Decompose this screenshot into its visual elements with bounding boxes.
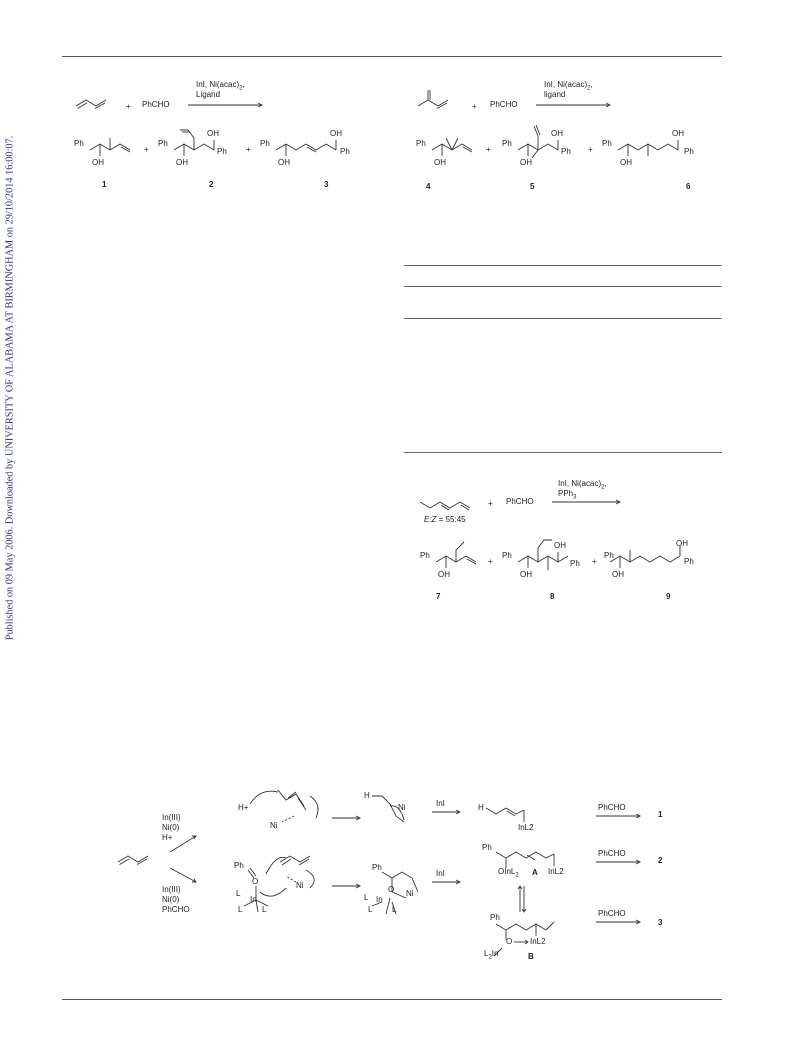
plus-sign: + (486, 145, 491, 154)
indium-ligand-label: $L_2In$ (484, 949, 499, 961)
hydroxyl-label: OH (676, 539, 688, 548)
reagent-conditions: InI, $Ni(acac)_2$, (196, 80, 245, 92)
phenyl-label: Ph (684, 147, 694, 156)
ligand-label: L (236, 889, 241, 898)
hydrogen-label: H (478, 803, 484, 812)
phenyl-label: Ph (416, 139, 426, 148)
compound-number: 1 (658, 810, 663, 819)
condition-line: Ni(0) (162, 895, 180, 904)
condition-line: H+ (162, 833, 173, 842)
download-sidebar (2, 128, 18, 648)
reagent-phcho: PhCHO (598, 909, 626, 918)
table-body-rule (404, 318, 722, 319)
indium-label: In (376, 895, 383, 904)
indium-iodide-label: InI (436, 869, 445, 878)
nickel-label: Ni (406, 889, 414, 898)
nickel-label: Ni (398, 803, 406, 812)
compound-number: 1 (102, 180, 107, 189)
phenyl-label: Ph (217, 147, 227, 156)
reagent-phcho: PhCHO (506, 497, 534, 506)
phenyl-label: Ph (158, 139, 168, 148)
nickel-label: Ni (296, 881, 304, 890)
reagent-phcho: PhCHO (598, 849, 626, 858)
plus-sign: + (126, 102, 131, 111)
plus-sign: + (472, 102, 477, 111)
indium-alkoxide-label: OInL$_2$ (498, 867, 519, 879)
phenyl-label: Ph (340, 147, 350, 156)
intermediate-label-a: A (532, 868, 538, 877)
hydroxyl-label: OH (330, 129, 342, 138)
hydroxyl-label: OH (434, 158, 446, 167)
phenyl-label: Ph (502, 551, 512, 560)
hydroxyl-label: OH (438, 570, 450, 579)
hydroxyl-label: OH (520, 570, 532, 579)
plus-sign: + (488, 499, 493, 508)
plus-sign: + (144, 145, 149, 154)
hydroxyl-label: OH (278, 158, 290, 167)
oxygen-label: O (388, 885, 395, 894)
condition-line: In(III) (162, 813, 181, 822)
indium-label: In (250, 895, 257, 904)
ligand-label: L (392, 905, 397, 914)
phenyl-label: Ph (74, 139, 84, 148)
condition-line: PhCHO (162, 905, 190, 914)
hydroxyl-label: OH (554, 541, 566, 550)
hydroxyl-label: OH (92, 158, 104, 167)
phenyl-label: Ph (482, 843, 492, 852)
compound-number: 3 (658, 918, 663, 927)
plus-sign: + (246, 145, 251, 154)
phenyl-label: Ph (490, 913, 500, 922)
compound-number: 5 (530, 182, 535, 191)
scheme-butadiene (62, 70, 382, 200)
reagent-ligand: ligand (544, 90, 566, 99)
plus-sign: + (488, 557, 493, 566)
phenyl-label: Ph (372, 863, 382, 872)
scheme-isoprene (404, 70, 724, 200)
reagent-ligand: Ligand (196, 90, 221, 99)
hydroxyl-label: OH (620, 158, 632, 167)
ligand-label: L (262, 905, 267, 914)
reagent-phcho: PhCHO (142, 100, 170, 109)
table-header-rule (404, 286, 722, 287)
plus-sign: + (592, 557, 597, 566)
download-notice: Published on 09 May 2006. Downloaded by UNIVERSITY OF ALABAMA AT BIRMINGHAM on 29/10/2014 16:00:07. (4, 135, 16, 641)
reagent-phcho: PhCHO (490, 100, 518, 109)
indium-iodide-label: InI (436, 799, 445, 808)
hydroxyl-label: OH (176, 158, 188, 167)
phenyl-label: Ph (234, 861, 244, 870)
phenyl-label: Ph (570, 559, 580, 568)
phenyl-label: Ph (602, 139, 612, 148)
compound-number: 9 (666, 592, 671, 601)
footer-rule (62, 999, 722, 1000)
phenyl-label: Ph (604, 551, 614, 560)
proton-label: H+ (238, 803, 249, 812)
hydroxyl-label: OH (551, 129, 563, 138)
nickel-label: Ni (270, 821, 278, 830)
reagent-ligand: PPh$_3$ (558, 489, 577, 501)
phenyl-label: Ph (260, 139, 270, 148)
indium-ligand-label: InL2 (530, 937, 546, 946)
phenyl-label: Ph (561, 147, 571, 156)
ligand-label: L (238, 905, 243, 914)
hydrogen-label: H (364, 791, 370, 800)
compound-number: 2 (658, 856, 663, 865)
oxygen-label: O (252, 877, 259, 886)
condition-line: In(III) (162, 885, 181, 894)
compound-number: 8 (550, 592, 555, 601)
oxygen-label: O (506, 937, 513, 946)
table-top-rule (404, 265, 722, 266)
ligand-label: L (368, 905, 373, 914)
hydroxyl-label: OH (612, 570, 624, 579)
plus-sign: + (588, 145, 593, 154)
compound-number: 2 (209, 180, 214, 189)
isomer-ratio: E:Z = 55:45 (424, 515, 466, 524)
header-rule (62, 56, 722, 57)
hydroxyl-label: OH (207, 129, 219, 138)
indium-ligand-label: InL2 (548, 867, 564, 876)
compound-number: 6 (686, 182, 691, 191)
reagent-conditions: InI, $Ni(acac)_2$, (544, 80, 593, 92)
condition-line: Ni(0) (162, 823, 180, 832)
intermediate-label-b: B (528, 952, 534, 961)
hydroxyl-label: OH (672, 129, 684, 138)
ligand-label: L (364, 893, 369, 902)
scheme-pentadiene (414, 478, 714, 608)
compound-number: 3 (324, 180, 329, 189)
compound-number: 7 (436, 592, 441, 601)
phenyl-label: Ph (684, 557, 694, 566)
phenyl-label: Ph (502, 139, 512, 148)
reagent-phcho: PhCHO (598, 803, 626, 812)
phenyl-label: Ph (420, 551, 430, 560)
compound-number: 4 (426, 182, 431, 191)
reagent-conditions: InI, $Ni(acac)_2$, (558, 479, 607, 491)
table-bottom-rule (404, 452, 722, 453)
hydroxyl-label: OH (520, 158, 532, 167)
mechanism-scheme (110, 782, 700, 962)
indium-ligand-label: InL2 (518, 823, 534, 832)
